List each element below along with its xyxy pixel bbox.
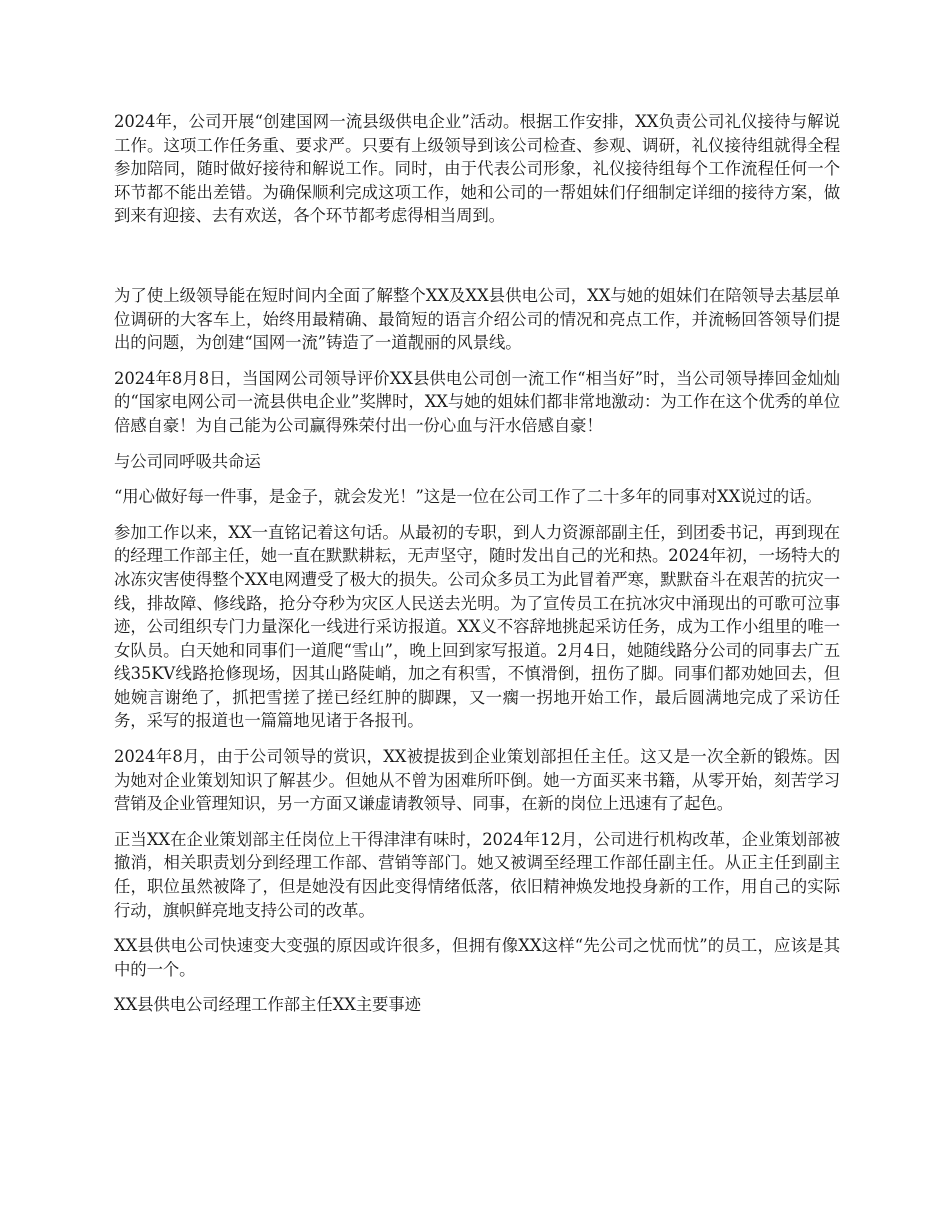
paragraph-leaders-visit: 为了使上级领导能在短时间内全面了解整个XX及XX县供电公司，XX与她的姐妹们在陪领导去基层单位调研的大客车上，始终用最精确、最简短的语言介绍公司的情况和亮点工作，并流畅回答领导们提出的问题，为创建“国网一流”铸造了一道靓丽的风景线。 [114, 285, 840, 353]
document-page [114, 110, 840, 1029]
paragraph-reform: 正当XX在企业策划部主任岗位上干得津津有味时，2024年12月，公司进行机构改革，企业策划部被撤消，相关职责划分到经理工作部、营销等部门。她又被调至经理工作部任副主任。从正主任到副主任，职位虽然被降了，但是她没有因此变得情绪低落，依旧精神焕发地投身新的工作，用自己的实际行动，旗帜鲜亮地支持公司的改革。 [114, 829, 840, 920]
document-footer-title: XX县供电公司经理工作部主任XX主要事迹 [114, 995, 421, 1015]
section-heading: 与公司同呼吸共命运 [114, 451, 261, 471]
paragraph-award: 2024年8月8日，当国网公司领导评价XX县供电公司创一流工作“相当好”时，当公司领导捧回金灿灿的“国家电网公司一流县供电企业”奖牌时，XX与她的姐妹们都非常地激动：为工作在这个优秀的单位倍感自豪！为自己能为公司赢得殊荣付出一份心血与汗水倍感自豪！ [114, 368, 840, 435]
paragraph-quote: “用心做好每一件事，是金子，就会发光！”这是一位在公司工作了二十多年的同事对XX说过的话。 [114, 487, 822, 507]
paragraph-ice-disaster: 参加工作以来，XX一直铭记着这句话。从最初的专职，到人力资源部副主任，到团委书记，再到现在的经理工作部主任，她一直在默默耕耘，无声坚守，随时发出自己的光和热。2024年初，一场特大的冰冻灾害使得整个XX电网遭受了极大的损失。公司众多员工为此冒着严寒，默默奋斗在艰苦的抗灾一线，排故障、修线路，抢分夺秒为灾区人民送去光明。为了宣传员工在抗冰灾中涌现出的可歌可泣事迹，公司组织专门力量深化一线进行采访报道。XX义不容辞地挑起采访任务，成为工作小组里的唯一女队员。白天她和同事们一道爬“雪山”，晚上回到家写报道。2月4日，她随线路分公司的同事去广五线35KV线路抢修现场，因其山路陡峭，加之有积雪，不慎滑倒，扭伤了脚。同事们都劝她回去，但她婉言谢绝了，抓把雪搓了搓已经红肿的脚踝，又一瘸一拐地开始工作，最后圆满地完成了采访任务，采写的报道也一篇篇地见诸于各报刊。 [114, 522, 840, 731]
paragraph-intro: 2024年，公司开展“创建国网一流县级供电企业”活动。根据工作安排，XX负责公司礼仪接待与解说工作。这项工作任务重、要求严。只要有上级领导到该公司检查、参观、调研，礼仪接待组就得全程参加陪同，随时做好接待和解说工作。同时，由于代表公司形象，礼仪接待组每个工作流程任何一个环节都不能出差错。为确保顺利完成这项工作，她和公司的一帮姐妹们仔细制定详细的接待方案，做到来有迎接、去有欢送，各个环节都考虑得相当周到。 [114, 112, 840, 226]
paragraph-conclusion: XX县供电公司快速变大变强的原因或许很多，但拥有像XX这样“先公司之忧而忧”的员工，应该是其中的一个。 [114, 936, 840, 979]
paragraph-promotion: 2024年8月，由于公司领导的赏识，XX被提拔到企业策划部担任主任。这又是一次全新的锻炼。因为她对企业策划知识了解甚少。但她从不曾为困难所吓倒。她一方面买来书籍，从零开始，刻苦学习营销及企业管理知识，另一方面又谦虚请教领导、同事，在新的岗位上迅速有了起色。 [114, 747, 840, 814]
